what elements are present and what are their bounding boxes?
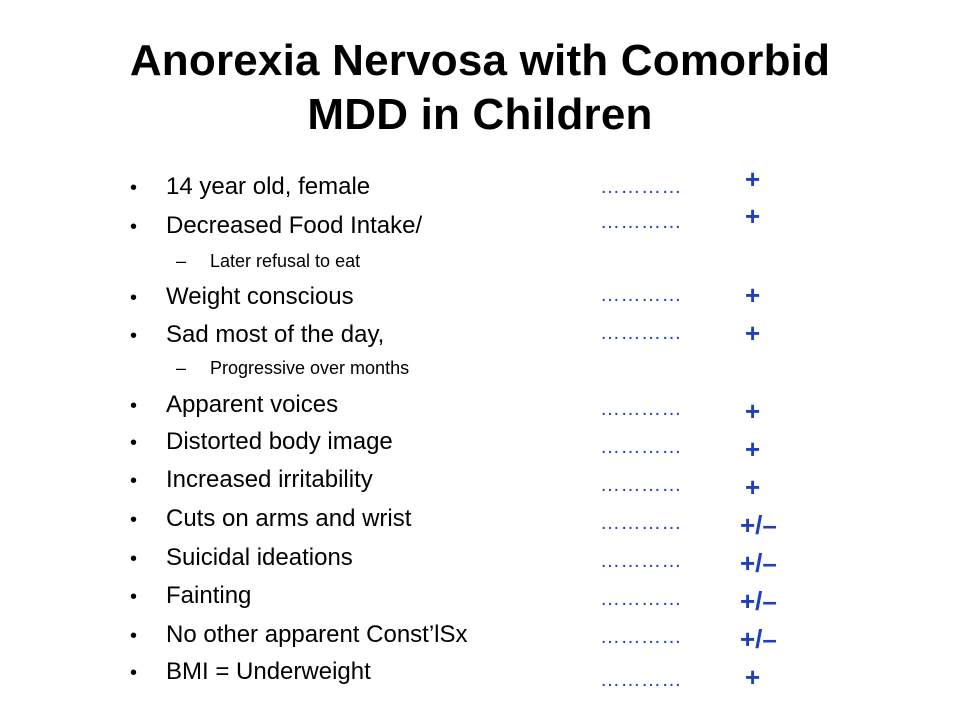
- list-item-body-image: [130, 427, 393, 458]
- leader-dots: …………: [600, 669, 682, 691]
- list-item-fainting: [130, 581, 251, 612]
- list-item-food-intake: [130, 211, 422, 242]
- finding-mark: +: [745, 201, 761, 231]
- list-item-text: Suicidal ideations: [166, 544, 353, 571]
- bullet-icon: •: [130, 325, 138, 347]
- slide-title-line-2: MDD in Children: [307, 90, 653, 139]
- finding-mark: +/–: [740, 586, 777, 616]
- bullet-icon: •: [130, 432, 138, 454]
- finding-mark: +: [745, 434, 761, 464]
- list-item-sad-mood: [130, 320, 384, 351]
- leader-dots: …………: [600, 322, 682, 344]
- bullet-icon: •: [130, 586, 138, 608]
- list-item-text: Weight conscious: [166, 283, 354, 310]
- bullet-icon: •: [130, 216, 138, 238]
- finding-mark: +: [745, 318, 761, 348]
- sub-item-text: Progressive over months: [210, 358, 410, 378]
- leader-dots: …………: [600, 626, 682, 648]
- list-item-weight-conscious: [130, 282, 354, 313]
- list-item-text: Increased irritability: [166, 466, 373, 493]
- leader-dots: …………: [600, 436, 682, 458]
- list-item-text: No other apparent Const’lSx: [166, 621, 468, 648]
- list-item-text: 14 year old, female: [166, 173, 371, 200]
- list-item-age-sex: [130, 172, 370, 203]
- dash-icon: –: [176, 358, 187, 378]
- list-item-const-sx: [130, 620, 468, 651]
- list-item-text: Cuts on arms and wrist: [166, 505, 412, 532]
- list-item-apparent-voices: [130, 390, 338, 421]
- finding-mark: +: [745, 396, 761, 426]
- bullet-icon: •: [130, 625, 138, 647]
- finding-mark: +: [745, 472, 761, 502]
- finding-mark: +: [745, 280, 761, 310]
- finding-mark: +: [745, 164, 761, 194]
- finding-mark: +/–: [740, 548, 777, 578]
- list-item-suicidal-ideations: [130, 543, 353, 574]
- slide-title: [0, 34, 960, 142]
- leader-dots: …………: [600, 176, 682, 198]
- finding-mark: +/–: [740, 624, 777, 654]
- list-item-cuts: [130, 504, 411, 535]
- bullet-icon: •: [130, 662, 138, 684]
- bullet-icon: •: [130, 470, 138, 492]
- leader-dots: …………: [600, 588, 682, 610]
- bullet-icon: •: [130, 548, 138, 570]
- leader-dots: …………: [600, 550, 682, 572]
- list-item-text: Sad most of the day,: [166, 321, 385, 348]
- leader-dots: …………: [600, 512, 682, 534]
- bullet-icon: •: [130, 287, 138, 309]
- bullet-icon: •: [130, 509, 138, 531]
- list-item-text: BMI = Underweight: [166, 658, 371, 685]
- list-item-text: Apparent voices: [166, 391, 339, 418]
- list-item-irritability: [130, 465, 373, 496]
- leader-dots: …………: [600, 284, 682, 306]
- sub-item-progressive: [176, 357, 409, 379]
- leader-dots: …………: [600, 211, 682, 233]
- slide-title-line-1: Anorexia Nervosa with Comorbid: [129, 36, 831, 85]
- finding-mark: +/–: [740, 510, 777, 540]
- list-item-text: Decreased Food Intake/: [166, 212, 423, 239]
- sub-item-text: Later refusal to eat: [210, 251, 361, 271]
- leader-dots: …………: [600, 474, 682, 496]
- dash-icon: –: [176, 251, 187, 271]
- bullet-icon: •: [130, 177, 138, 199]
- list-item-text: Distorted body image: [166, 428, 393, 455]
- list-item-text: Fainting: [166, 582, 252, 609]
- list-item-bmi: [130, 657, 371, 688]
- finding-mark: +: [745, 662, 761, 692]
- leader-dots: …………: [600, 398, 682, 420]
- sub-item-refusal-to-eat: [176, 250, 360, 272]
- bullet-icon: •: [130, 395, 138, 417]
